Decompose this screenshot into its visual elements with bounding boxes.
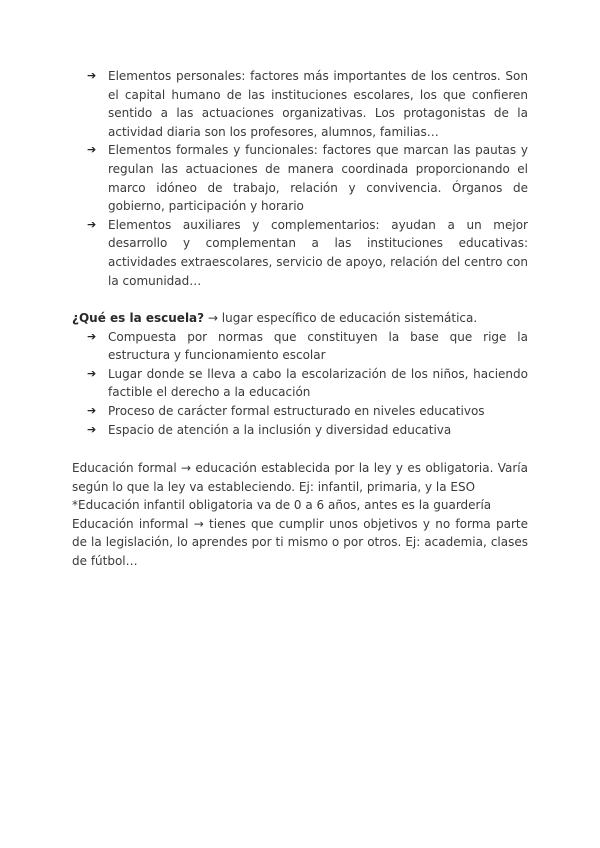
list-item-text: Lugar donde se lleva a cabo la escolarización de los niños, haciendo factible el derecho a la educación	[108, 366, 528, 400]
list-item-text: Elementos personales: factores más importantes de los centros. Son el capital humano de las instituciones escolares, los que confieren sentido a las actuaciones organizativas. Los protagonistas de la actividad diaria son los profesores, alumnos, familias…	[108, 69, 528, 139]
escuela-question: ¿Qué es la escuela?	[72, 311, 205, 325]
arrow-bullet-icon: ➔	[87, 69, 97, 82]
educacion-formal-paragraph: Educación formal → educación establecida por la ley y es obligatoria. Varía según lo que la ley va estableciendo. Ej: infantil, primaria, y la ESO	[72, 461, 528, 494]
arrow-bullet-icon: ➔	[87, 403, 97, 417]
list-item	[72, 402, 528, 421]
list-item-text: Proceso de carácter formal estructurado en niveles educativos	[108, 403, 485, 418]
list-item	[72, 328, 528, 365]
arrow-bullet-icon: ➔	[87, 143, 97, 157]
escuela-list	[72, 328, 528, 440]
arrow-bullet-icon: ➔	[87, 217, 97, 231]
escuela-heading	[72, 309, 528, 328]
elements-section	[72, 67, 528, 290]
elements-list	[72, 67, 528, 290]
list-item-text: Elementos auxiliares y complementarios: ayudan a un mejor desarrollo y complementan a las instituciones educativas: actividades extraescolares, servicio de apoyo, relación del centro con la comunidad…	[108, 217, 528, 288]
escuela-section	[72, 309, 528, 439]
list-item	[72, 141, 528, 215]
list-item-text: Espacio de atención a la inclusión y diversidad educativa	[108, 422, 452, 437]
list-item-text: Elementos formales y funcionales: factores que marcan las pautas y regulan las actuaciones de manera coordinada proporcionando el marco idóneo de trabajo, relación y convivencia. Órganos de gobierno, participación y horario	[108, 143, 528, 214]
educacion-informal-paragraph: Educación informal → tienes que cumplir unos objetivos y no forma parte de la legislación, lo aprendes por ti mismo o por otros. Ej: academia, clases de fútbol…	[72, 516, 528, 568]
arrow-bullet-icon: ➔	[87, 329, 97, 343]
list-item-text: Compuesta por normas que constituyen la base que rige la estructura y funcionamiento escolar	[108, 329, 528, 363]
list-item	[72, 365, 528, 402]
list-item	[72, 67, 528, 141]
arrow-bullet-icon: ➔	[87, 422, 97, 436]
list-item	[72, 216, 528, 290]
educacion-section	[72, 459, 528, 571]
list-item	[72, 421, 528, 440]
educacion-infantil-note: *Educación infantil obligatoria va de 0 a 6 años, antes es la guardería	[72, 498, 492, 513]
arrow-bullet-icon: ➔	[87, 366, 97, 380]
escuela-answer: → lugar específico de educación sistemática.	[204, 311, 478, 325]
